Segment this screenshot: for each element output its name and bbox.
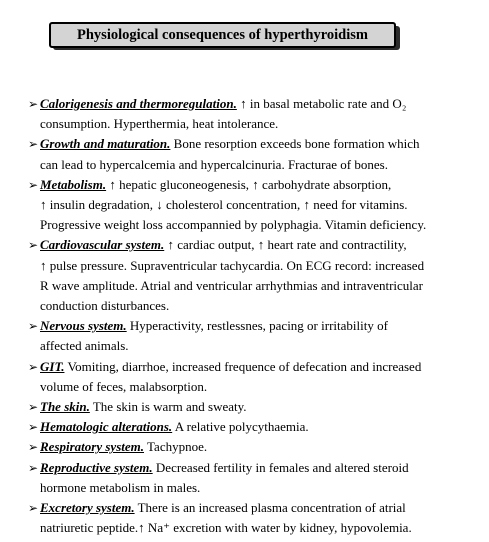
- item-heading: Cardiovascular system.: [40, 237, 165, 253]
- item-text: Bone resorption exceeds bone formation which: [170, 136, 420, 152]
- item-heading: Metabolism.: [40, 176, 107, 192]
- item-line: [40, 437, 478, 457]
- bullet-arrow-icon: ➢: [28, 501, 39, 516]
- list-item: [28, 437, 478, 457]
- item-heading: Growth and maturation.: [40, 136, 171, 152]
- item-line: [40, 134, 478, 154]
- item-text: affected animals.: [40, 338, 129, 354]
- consequence-list: [28, 94, 478, 538]
- item-line: [40, 518, 478, 538]
- item-text: Tachypnoe.: [144, 439, 208, 455]
- item-text: ↑ pulse pressure. Supraventricular tachycardia. On ECG record: increased: [40, 257, 425, 273]
- bullet-arrow-icon: ➢: [28, 137, 39, 152]
- item-line: [40, 417, 478, 437]
- bullet-arrow-icon: ➢: [28, 440, 39, 455]
- item-text: consumption. Hyperthermia, heat intolerance.: [40, 116, 279, 132]
- item-heading: Respiratory system.: [40, 439, 144, 455]
- item-text: natriuretic peptide.↑ Na⁺ excretion with water by kidney, hypovolemia.: [40, 520, 412, 536]
- item-line: [40, 377, 478, 397]
- list-item: [28, 357, 478, 397]
- item-line: [40, 357, 478, 377]
- item-heading: Excretory system.: [40, 500, 135, 516]
- item-text: volume of feces, malabsorption.: [40, 378, 208, 394]
- item-text: ↑ hepatic gluconeogenesis, ↑ carbohydrate absorption,: [106, 176, 392, 192]
- item-text: Hyperactivity, restlessnes, pacing or irritability of: [126, 318, 388, 334]
- item-line: [40, 256, 478, 276]
- bullet-arrow-icon: ➢: [28, 420, 39, 435]
- item-text: There is an increased plasma concentration of atrial: [134, 500, 406, 516]
- title-banner: [49, 22, 402, 52]
- item-line: [40, 498, 478, 518]
- list-item: [28, 417, 478, 437]
- item-line: [40, 336, 478, 356]
- item-heading: The skin.: [40, 399, 90, 415]
- item-text: ↑ in basal metabolic rate and O₂: [236, 96, 407, 111]
- list-item: [28, 458, 478, 498]
- item-line: [40, 235, 478, 255]
- item-line: [40, 276, 478, 296]
- item-text: R wave amplitude. Atrial and ventricular arrhythmias and intraventricular: [40, 277, 424, 293]
- bullet-arrow-icon: ➢: [28, 400, 39, 415]
- bullet-arrow-icon: ➢: [28, 97, 39, 111]
- item-text: Vomiting, diarrhoe, increased frequence of defecation and increased: [64, 358, 422, 374]
- bullet-arrow-icon: ➢: [28, 359, 39, 374]
- bullet-arrow-icon: ➢: [28, 238, 39, 253]
- bullet-arrow-icon: ➢: [28, 319, 39, 334]
- item-line: [40, 458, 478, 478]
- page-title: Physiological consequences of hyperthyroidism: [49, 22, 396, 48]
- item-line: [40, 296, 478, 316]
- item-text: conduction disturbances.: [40, 298, 170, 314]
- list-item: [28, 498, 478, 538]
- item-line: [40, 175, 478, 195]
- item-line: [40, 114, 478, 134]
- item-line: [40, 195, 478, 215]
- list-item: [28, 397, 478, 417]
- item-line: [40, 397, 478, 417]
- item-heading: Reproductive system.: [40, 459, 153, 475]
- item-heading: Calorigenesis and thermoregulation.: [40, 96, 237, 111]
- item-heading: Hematologic alterations.: [40, 419, 173, 435]
- list-item: [28, 316, 478, 356]
- item-text: A relative polycythaemia.: [172, 419, 309, 435]
- item-text: can lead to hypercalcemia and hypercalcinuria. Fracturae of bones.: [40, 156, 388, 172]
- item-text: The skin is warm and sweaty.: [89, 399, 247, 415]
- item-line: [40, 478, 478, 498]
- list-item: [28, 134, 478, 174]
- bullet-arrow-icon: ➢: [28, 177, 39, 192]
- bullet-arrow-icon: ➢: [28, 460, 39, 475]
- item-text: ↑ cardiac output, ↑ heart rate and contractility,: [164, 237, 407, 253]
- list-item: [28, 94, 478, 134]
- item-line: [40, 316, 478, 336]
- item-line: [40, 94, 478, 114]
- item-text: Decreased fertility in females and altered steroid: [152, 459, 409, 475]
- item-line: [40, 155, 478, 175]
- item-line: [40, 215, 478, 235]
- list-item: [28, 235, 478, 316]
- item-heading: Nervous system.: [40, 318, 127, 334]
- item-heading: GIT.: [40, 358, 65, 374]
- item-text: ↑ insulin degradation, ↓ cholesterol concentration, ↑ need for vitamins.: [40, 197, 408, 213]
- item-text: Progressive weight loss accompannied by polyphagia. Vitamin deficiency.: [40, 217, 427, 233]
- list-item: [28, 175, 478, 236]
- item-text: hormone metabolism in males.: [40, 479, 201, 495]
